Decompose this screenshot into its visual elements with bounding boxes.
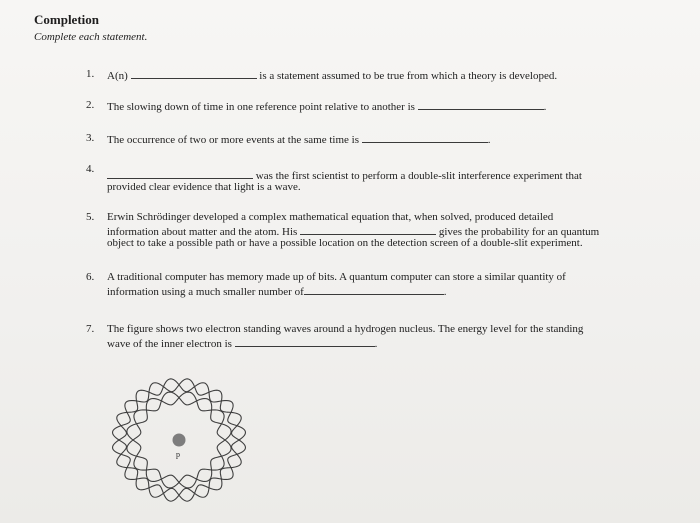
- question-6-text-c: .: [443, 286, 447, 298]
- question-3-text-b: .: [487, 134, 491, 146]
- question-5-text-b: information about matter and the atom. His: [107, 226, 298, 238]
- question-7-text-b: wave of the inner electron is: [107, 338, 232, 350]
- question-2: [107, 99, 546, 114]
- question-7-line-2: [107, 336, 377, 351]
- question-5-text-d: object to take a possible path or have a possible location on the detection screen of a double-slit experiment.: [107, 237, 583, 249]
- question-6-number: 6.: [86, 271, 95, 283]
- question-4-text-a: was the first scientist to perform a double-slit interference experiment that: [255, 170, 582, 182]
- section-instructions: Complete each statement.: [34, 31, 148, 43]
- question-2-number: 2.: [86, 99, 95, 111]
- question-5-text-a: Erwin Schrödinger developed a complex mathematical equation that, when solved, produced detailed: [107, 211, 554, 223]
- question-6-text-a: A traditional computer has memory made up of bits. A quantum computer can store a similar quantity of: [107, 271, 566, 283]
- standing-waves-figure: [100, 368, 270, 518]
- question-7-blank[interactable]: [235, 336, 375, 347]
- question-1-blank[interactable]: [131, 68, 257, 79]
- question-1-number: 1.: [86, 68, 95, 80]
- question-4-blank[interactable]: [107, 168, 253, 179]
- question-1: [107, 68, 557, 83]
- question-6-line-2: [107, 284, 446, 299]
- question-5-blank[interactable]: [300, 224, 436, 235]
- question-2-blank[interactable]: [418, 99, 544, 110]
- question-3: [107, 132, 491, 147]
- question-3-number: 3.: [86, 132, 95, 144]
- question-6-blank[interactable]: [304, 284, 444, 295]
- question-4-text-b: provided clear evidence that light is a wave.: [107, 181, 301, 193]
- question-7-text-c: .: [374, 338, 378, 350]
- question-4-number: 4.: [86, 163, 95, 175]
- question-3-text-a: The occurrence of two or more events at the same time is: [107, 134, 359, 146]
- question-2-text-b: .: [543, 101, 547, 113]
- question-6-text-b: information using a much smaller number of: [107, 286, 304, 298]
- question-1-text-b: is a statement assumed to be true from which a theory is developed.: [259, 70, 558, 82]
- question-5-text-c: gives the probability for an quantum: [438, 226, 600, 238]
- question-2-text-a: The slowing down of time in one reference point relative to another is: [107, 101, 415, 113]
- nucleus-label: p: [176, 450, 180, 459]
- question-3-blank[interactable]: [362, 132, 488, 143]
- question-7-number: 7.: [86, 323, 95, 335]
- question-7-text-a: The figure shows two electron standing waves around a hydrogen nucleus. The energy level for the standing: [107, 323, 584, 335]
- section-heading: Completion: [34, 12, 99, 27]
- nucleus-proton: [173, 434, 186, 447]
- question-1-text-a: A(n): [107, 70, 128, 82]
- question-5-number: 5.: [86, 211, 95, 223]
